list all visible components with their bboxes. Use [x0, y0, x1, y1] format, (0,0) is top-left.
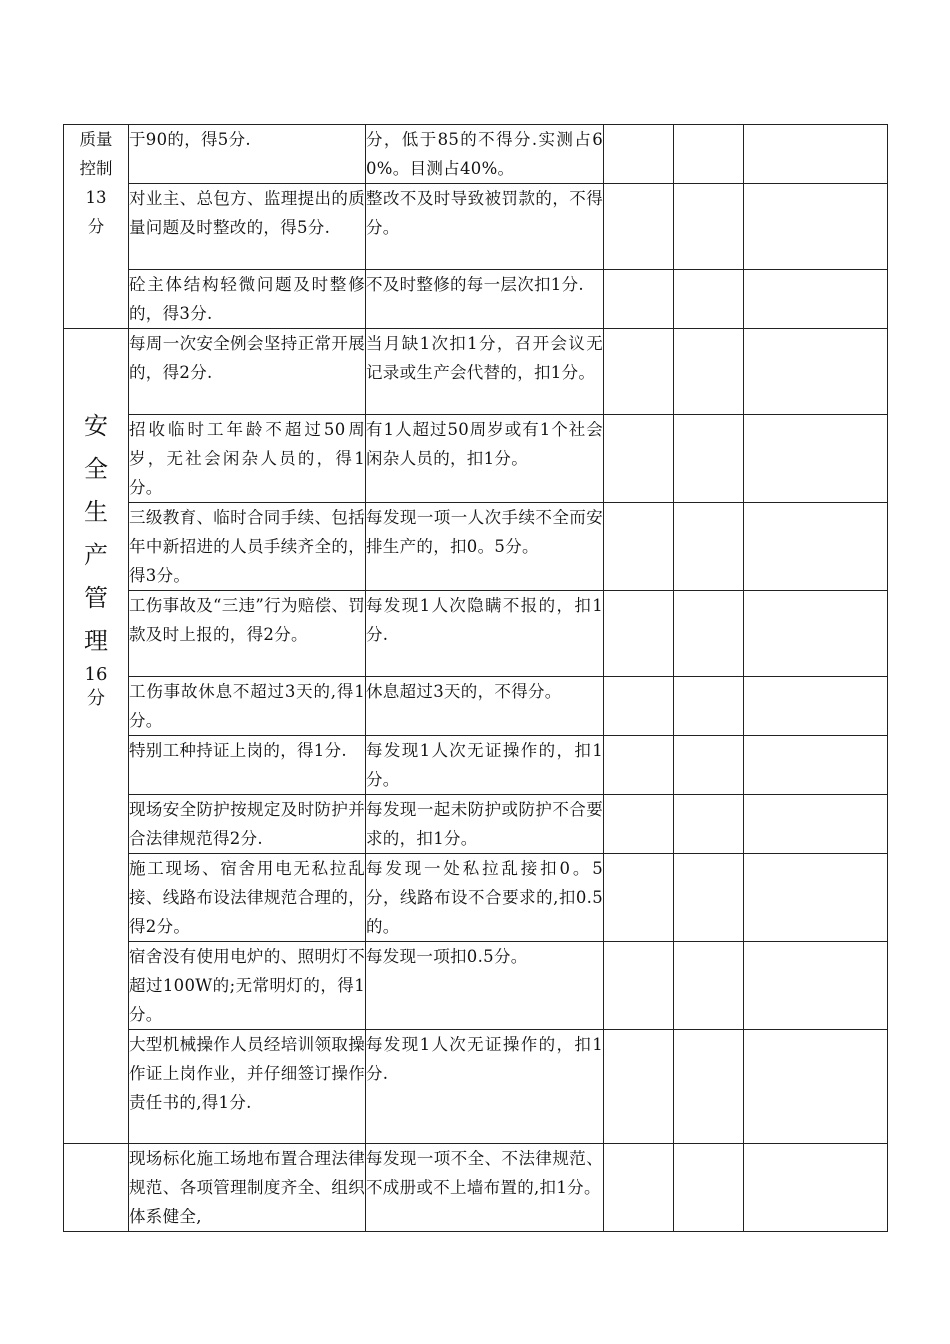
remark-cell [744, 736, 888, 795]
category-text: 安 [84, 412, 108, 440]
standard-cell: 特别工种持证上岗的，得1分. [129, 736, 366, 795]
standard-cell: 工伤事故及“三违”行为赔偿、罚款及时上报的，得2分。 [129, 591, 366, 677]
standard-cell: 于90的，得5分. [129, 125, 366, 184]
remark-cell [744, 270, 888, 329]
score-cell [674, 854, 744, 942]
category-text: 生 [84, 498, 108, 526]
table-row [64, 1144, 888, 1232]
category-cell-empty [64, 1144, 129, 1232]
score-cell [674, 503, 744, 591]
table-row [64, 1030, 888, 1144]
standard-cell: 招收临时工年龄不超过50周岁，无社会闲杂人员的，得1分。 [129, 415, 366, 503]
remark-cell [744, 125, 888, 184]
standard-cell: 三级教育、临时合同手续、包括年中新招进的人员手续齐全的，得3分。 [129, 503, 366, 591]
score-cell [604, 503, 674, 591]
standard-cell: 现场安全防护按规定及时防护并合法律规范得2分. [129, 795, 366, 854]
category-text: 质量 [79, 130, 113, 149]
deduction-rule-cell: 每发现一项一人次手续不全而安排生产的，扣0。5分。 [366, 503, 604, 591]
category-cell-safety [64, 329, 129, 1144]
standard-cell: 现场标化施工场地布置合理法律规范、各项管理制度齐全、组织体系健全, [129, 1144, 366, 1232]
score-cell [604, 270, 674, 329]
table-row [64, 677, 888, 736]
deduction-rule-cell: 不及时整修的每一层次扣1分. [366, 270, 604, 329]
deduction-rule-cell: 每发现一起未防护或防护不合要求的，扣1分。 [366, 795, 604, 854]
remark-cell [744, 329, 888, 415]
deduction-rule-cell: 休息超过3天的，不得分。 [366, 677, 604, 736]
score-cell [604, 184, 674, 270]
category-text: 产 [84, 541, 108, 569]
table-row [64, 942, 888, 1030]
table-row [64, 270, 888, 329]
remark-cell [744, 677, 888, 736]
category-text: 全 [84, 455, 108, 483]
table-row [64, 125, 888, 184]
remark-cell [744, 1030, 888, 1144]
table-row [64, 795, 888, 854]
remark-cell [744, 503, 888, 591]
score-cell [674, 736, 744, 795]
score-cell [604, 591, 674, 677]
table-row [64, 184, 888, 270]
standard-cell: 施工现场、宿舍用电无私拉乱接、线路布设法律规范合理的，得2分。 [129, 854, 366, 942]
table-row [64, 329, 888, 415]
deduction-rule-cell: 当月缺1次扣1分，召开会议无记录或生产会代替的，扣1分。 [366, 329, 604, 415]
remark-cell [744, 1144, 888, 1232]
remark-cell [744, 415, 888, 503]
score-cell [604, 795, 674, 854]
category-text: 分 [87, 217, 105, 236]
standard-cell: 对业主、总包方、监理提出的质量问题及时整改的，得5分. [129, 184, 366, 270]
table-row [64, 854, 888, 942]
table-row [64, 415, 888, 503]
standard-cell: 大型机械操作人员经培训领取操作证上岗作业，并仔细签订操作责任书的,得1分. [129, 1030, 366, 1144]
score-cell [674, 270, 744, 329]
standard-cell: 宿舍没有使用电炉的、照明灯不超过100W的;无常明灯的，得1分。 [129, 942, 366, 1030]
category-text: 理 [84, 627, 108, 655]
category-score: 分 [87, 688, 105, 709]
standard-cell: 砼主体结构轻微问题及时整修的，得3分. [129, 270, 366, 329]
table-row [64, 591, 888, 677]
standard-cell: 工伤事故休息不超过3天的,得1分。 [129, 677, 366, 736]
score-cell [674, 795, 744, 854]
standard-cell: 每周一次安全例会坚持正常开展的，得2分. [129, 329, 366, 415]
category-cell-quality [64, 125, 129, 329]
score-cell [674, 942, 744, 1030]
score-cell [674, 677, 744, 736]
remark-cell [744, 795, 888, 854]
score-cell [604, 415, 674, 503]
table-row [64, 736, 888, 795]
category-score: 16 [84, 664, 108, 685]
deduction-rule-cell: 有1人超过50周岁或有1个社会闲杂人员的，扣1分。 [366, 415, 604, 503]
score-cell [674, 415, 744, 503]
score-cell [674, 1144, 744, 1232]
score-cell [604, 1030, 674, 1144]
remark-cell [744, 591, 888, 677]
remark-cell [744, 184, 888, 270]
score-cell [604, 942, 674, 1030]
category-text: 管 [84, 584, 108, 612]
score-cell [674, 329, 744, 415]
deduction-rule-cell: 每发现1人次隐瞒不报的，扣1分. [366, 591, 604, 677]
score-cell [604, 1144, 674, 1232]
remark-cell [744, 942, 888, 1030]
deduction-rule-cell: 每发现1人次无证操作的，扣1分. [366, 1030, 604, 1144]
score-cell [604, 854, 674, 942]
deduction-rule-cell: 每发现一项扣0.5分。 [366, 942, 604, 1030]
evaluation-table [63, 124, 888, 1232]
score-cell [674, 591, 744, 677]
deduction-rule-cell: 每发现1人次无证操作的，扣1分。 [366, 736, 604, 795]
score-cell [674, 1030, 744, 1144]
remark-cell [744, 854, 888, 942]
deduction-rule-cell: 分，低于85的不得分.实测占60%。目测占40%。 [366, 125, 604, 184]
score-cell [604, 329, 674, 415]
deduction-rule-cell: 每发现一项不全、不法律规范、不成册或不上墙布置的,扣1分。 [366, 1144, 604, 1232]
deduction-rule-cell: 每发现一处私拉乱接扣0。5分，线路布设不合要求的,扣0.5的。 [366, 854, 604, 942]
score-cell [604, 125, 674, 184]
deduction-rule-cell: 整改不及时导致被罚款的，不得分。 [366, 184, 604, 270]
score-cell [604, 736, 674, 795]
score-cell [604, 677, 674, 736]
score-cell [674, 184, 744, 270]
score-cell [674, 125, 744, 184]
category-text: 13 [85, 188, 107, 207]
category-text: 控制 [79, 159, 113, 178]
table-row [64, 503, 888, 591]
